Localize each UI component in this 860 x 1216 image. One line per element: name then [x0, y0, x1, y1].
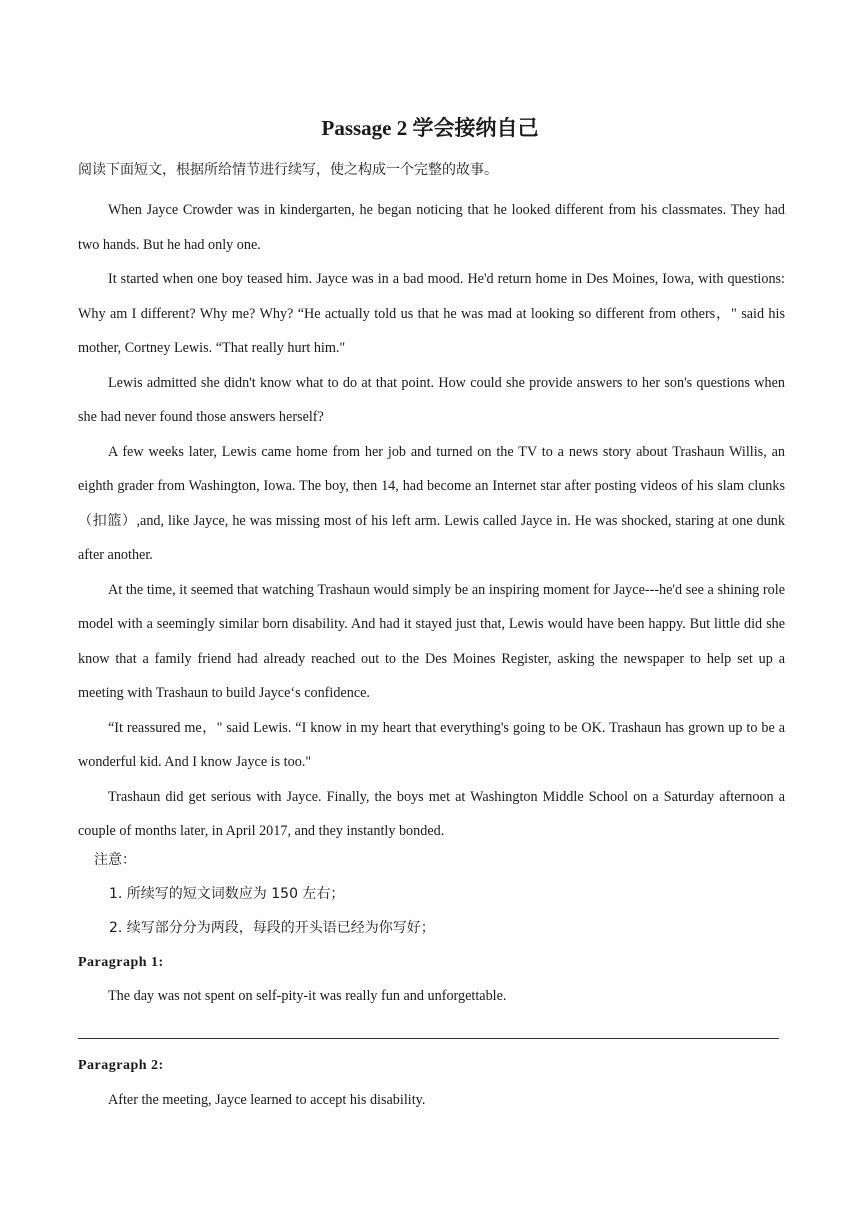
paragraph1-heading: Paragraph 1: [78, 955, 164, 970]
instruction-text: 阅读下面短文，根据所给情节进行续写，使之构成一个完整的故事。 [78, 162, 498, 178]
paragraph2-heading: Paragraph 2: [78, 1058, 164, 1073]
passage-paragraph: A few weeks later, Lewis came home from her job and turned on the TV to a news story about Trashaun Willis, an eighth grader from Washington, Iowa. The boy, then 14, had become an Internet star after posting videos of his slam clunks（扣篮）,and, like Jayce, he was missing most of his left arm. Lewis called Jayce in. He was shocked, staring at one dunk after another. [78, 443, 785, 563]
passage-paragraph: Trashaun did get serious with Jayce. Finally, the boys met at Washington Middle School on a Saturday afternoon a couple of months later, in April 2017, and they instantly bonded. [78, 788, 785, 839]
passage-paragraph: It started when one boy teased him. Jayce was in a bad mood. He'd return home in Des Moines, Iowa, with questions: Why am I different? Why me? Why? “He actually told us that he was mad at looking so different from others，" said his mother, Cortney Lewis. “That really hurt him." [78, 271, 785, 356]
paragraph2-opening: After the meeting, Jayce learned to accept his disability. [108, 1092, 426, 1108]
note-item: 1. 所续写的短文词数应为 150 左右； [109, 886, 345, 902]
page-title: Passage 2 学会接纳自己 [321, 116, 539, 140]
paragraph1-opening: The day was not spent on self-pity-it was really fun and unforgettable. [108, 988, 507, 1004]
writing-line [78, 1038, 779, 1039]
notes-heading: 注意： [94, 852, 136, 868]
passage-body [78, 193, 785, 849]
passage-paragraph: Lewis admitted she didn't know what to do at that point. How could she provide answers to her son's questions when she had never found those answers herself? [78, 374, 785, 425]
passage-paragraph: When Jayce Crowder was in kindergarten, he began noticing that he looked different from his classmates. They had two hands. But he had only one. [78, 202, 785, 253]
passage-paragraph: At the time, it seemed that watching Trashaun would simply be an inspiring moment for Jayce---he'd see a shining role model with a seemingly similar born disability. And had it stayed just that, Lewis would have been happy. But little did she know that a family friend had already reached out to the Des Moines Register, asking the newspaper to help set up a meeting with Trashaun to build Jayce‘s confidence. [78, 581, 785, 701]
note-item: 2. 续写部分分为两段，每段的开头语已经为你写好； [109, 920, 435, 936]
passage-paragraph: “It reassured me，" said Lewis. “I know in my heart that everything's going to be OK. Trashaun has grown up to be a wonderful kid. And I know Jayce is too." [78, 719, 785, 770]
